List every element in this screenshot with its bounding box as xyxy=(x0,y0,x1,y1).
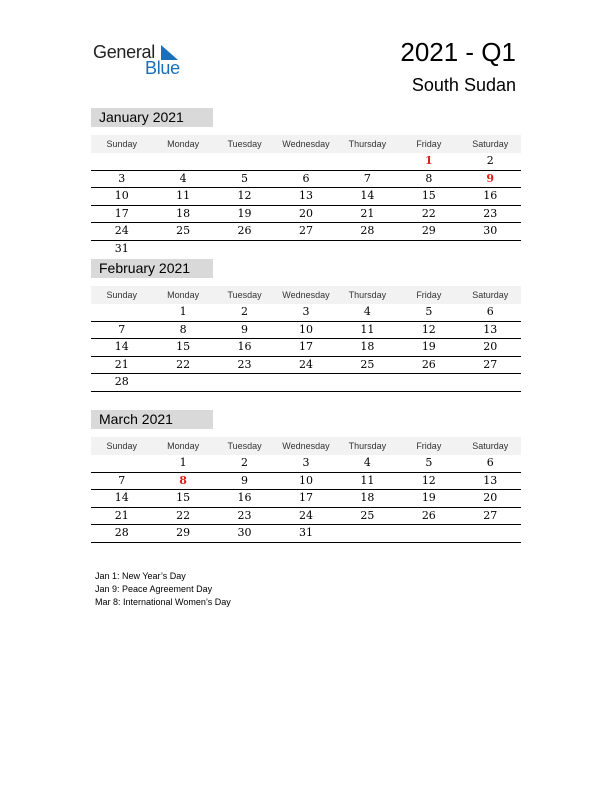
day-cell: 23 xyxy=(237,508,252,522)
weekday-label: Thursday xyxy=(348,441,387,451)
empty-day-cell xyxy=(398,525,459,542)
day-cell: 15 xyxy=(421,189,436,202)
week-row xyxy=(91,223,521,241)
day-cell: 17 xyxy=(298,340,313,353)
weekday-label: Tuesday xyxy=(227,441,262,451)
month-january xyxy=(91,108,521,257)
empty-day-cell xyxy=(91,304,152,321)
week-row xyxy=(91,304,521,322)
day-cell: 8 xyxy=(425,171,433,185)
day-cell: 9 xyxy=(241,473,249,487)
day-cell: 3 xyxy=(302,456,310,469)
day-cell: 2 xyxy=(241,456,249,469)
day-cell: 26 xyxy=(421,357,436,371)
day-cell: 11 xyxy=(176,189,191,202)
holiday-note: Jan 9: Peace Agreement Day xyxy=(95,584,213,594)
day-cell: 7 xyxy=(118,322,126,336)
empty-day-cell xyxy=(91,153,152,170)
empty-day-cell xyxy=(214,153,275,170)
empty-day-cell xyxy=(214,241,275,258)
day-cell: 20 xyxy=(483,491,498,504)
day-cell: 26 xyxy=(421,508,436,522)
weekday-label: Friday xyxy=(416,441,442,451)
empty-day-cell xyxy=(275,153,336,170)
weekday-label: Monday xyxy=(167,290,200,300)
day-cell: 31 xyxy=(298,526,313,539)
day-cell: 5 xyxy=(241,171,249,185)
day-cell: 19 xyxy=(421,491,436,504)
empty-day-cell xyxy=(275,374,336,391)
day-cell: 18 xyxy=(176,206,191,220)
day-cell: 30 xyxy=(237,526,252,539)
day-cell: 16 xyxy=(237,491,252,504)
holiday-note: Jan 1: New Year’s Day xyxy=(95,571,186,581)
empty-day-cell xyxy=(337,374,398,391)
month-title: January 2021 xyxy=(91,108,213,127)
page-title: 2021 - Q1 xyxy=(400,37,516,67)
day-cell: 16 xyxy=(237,340,252,353)
weekday-label: Sunday xyxy=(106,290,137,300)
day-cell: 27 xyxy=(483,357,498,371)
day-cell: 25 xyxy=(176,224,191,237)
day-cell: 12 xyxy=(237,189,252,202)
week-row xyxy=(91,153,521,171)
day-cell: 19 xyxy=(237,206,252,220)
day-cell: 27 xyxy=(298,224,313,237)
weekday-label: Saturday xyxy=(472,441,509,451)
day-cell: 24 xyxy=(298,508,313,522)
weekday-label: Thursday xyxy=(348,139,387,149)
week-row xyxy=(91,357,521,375)
day-cell: 2 xyxy=(486,154,494,167)
holiday-note: Mar 8: International Women’s Day xyxy=(95,597,231,607)
empty-day-cell xyxy=(460,374,521,391)
weekday-label: Tuesday xyxy=(227,139,262,149)
day-cell: 17 xyxy=(298,491,313,504)
day-cell: 19 xyxy=(421,340,436,353)
day-cell: 21 xyxy=(114,357,129,371)
day-cell: 23 xyxy=(483,206,498,220)
weekday-header-row xyxy=(91,437,521,455)
day-cell: 13 xyxy=(483,322,498,336)
month-title: February 2021 xyxy=(91,259,213,278)
day-cell: 22 xyxy=(421,206,436,220)
month-february xyxy=(91,259,521,392)
logo xyxy=(93,42,193,78)
empty-day-cell xyxy=(337,525,398,542)
weekday-label: Wednesday xyxy=(282,290,330,300)
day-cell: 15 xyxy=(176,491,191,504)
weekday-label: Sunday xyxy=(106,139,137,149)
day-cell: 10 xyxy=(298,473,313,487)
week-row xyxy=(91,455,521,473)
day-cell: 7 xyxy=(363,171,371,185)
day-cell: 26 xyxy=(237,224,252,237)
day-cell: 28 xyxy=(360,224,375,237)
day-cell: 13 xyxy=(298,189,313,202)
day-cell: 1 xyxy=(179,456,187,469)
day-cell: 10 xyxy=(298,322,313,336)
week-row xyxy=(91,490,521,508)
day-cell: 27 xyxy=(483,508,498,522)
day-cell: 6 xyxy=(486,305,494,318)
day-cell: 28 xyxy=(114,526,129,539)
week-row xyxy=(91,374,521,392)
day-cell: 5 xyxy=(425,305,433,318)
day-cell: 21 xyxy=(360,206,375,220)
logo-blue-text: Blue xyxy=(145,58,180,78)
weekday-label: Tuesday xyxy=(227,290,262,300)
day-cell: 4 xyxy=(179,171,187,185)
weekday-label: Friday xyxy=(416,139,442,149)
week-row xyxy=(91,525,521,543)
day-cell: 16 xyxy=(483,189,498,202)
empty-day-cell xyxy=(460,525,521,542)
week-row xyxy=(91,322,521,340)
day-cell: 11 xyxy=(360,322,375,336)
logo-general-text: General xyxy=(93,42,155,62)
empty-day-cell xyxy=(460,241,521,258)
week-row xyxy=(91,171,521,189)
day-cell: 28 xyxy=(114,375,129,388)
day-cell: 29 xyxy=(176,526,191,539)
day-cell: 21 xyxy=(114,508,129,522)
empty-day-cell xyxy=(152,374,213,391)
day-cell: 5 xyxy=(425,456,433,469)
empty-day-cell xyxy=(91,455,152,472)
weekday-label: Monday xyxy=(167,139,200,149)
day-cell: 14 xyxy=(360,189,375,202)
day-cell: 3 xyxy=(302,305,310,318)
day-cell: 15 xyxy=(176,340,191,353)
day-cell: 22 xyxy=(176,508,191,522)
day-cell: 6 xyxy=(486,456,494,469)
empty-day-cell xyxy=(214,374,275,391)
holiday-notes xyxy=(95,570,231,609)
day-cell: 1 xyxy=(179,305,187,318)
day-cell: 24 xyxy=(298,357,313,371)
day-cell: 25 xyxy=(360,508,375,522)
day-cell: 2 xyxy=(241,305,249,318)
empty-day-cell xyxy=(337,241,398,258)
day-cell: 13 xyxy=(483,473,498,487)
day-cell: 7 xyxy=(118,473,126,487)
day-cell: 25 xyxy=(360,357,375,371)
weekday-label: Saturday xyxy=(472,139,509,149)
weekday-label: Wednesday xyxy=(282,139,330,149)
day-cell: 8 xyxy=(179,473,187,487)
empty-day-cell xyxy=(337,153,398,170)
day-cell: 8 xyxy=(179,322,187,336)
day-cell: 22 xyxy=(176,357,191,371)
country-name: South Sudan xyxy=(411,75,516,95)
week-row xyxy=(91,473,521,491)
day-cell: 10 xyxy=(114,189,129,202)
day-cell: 14 xyxy=(114,340,129,353)
weekday-label: Saturday xyxy=(472,290,509,300)
week-row xyxy=(91,188,521,206)
weekday-label: Sunday xyxy=(106,441,137,451)
week-row xyxy=(91,241,521,258)
day-cell: 14 xyxy=(114,491,129,504)
day-cell: 30 xyxy=(483,224,498,237)
month-title: March 2021 xyxy=(91,410,213,429)
day-cell: 20 xyxy=(298,206,313,220)
day-cell: 9 xyxy=(241,322,249,336)
week-row xyxy=(91,339,521,357)
day-cell: 20 xyxy=(483,340,498,353)
day-cell: 18 xyxy=(360,340,375,353)
weekday-label: Monday xyxy=(167,441,200,451)
day-cell: 18 xyxy=(360,491,375,504)
day-cell: 29 xyxy=(421,224,436,237)
weekday-header-row xyxy=(91,135,521,153)
empty-day-cell xyxy=(275,241,336,258)
week-row xyxy=(91,508,521,526)
day-cell: 6 xyxy=(302,171,310,185)
weekday-label: Wednesday xyxy=(282,441,330,451)
weekday-label: Friday xyxy=(416,290,442,300)
weekday-header-row xyxy=(91,286,521,304)
empty-day-cell xyxy=(152,153,213,170)
week-row xyxy=(91,206,521,224)
day-cell: 1 xyxy=(424,154,433,167)
day-cell: 4 xyxy=(363,456,371,469)
day-cell: 9 xyxy=(486,171,495,185)
day-cell: 12 xyxy=(421,322,436,336)
day-cell: 11 xyxy=(360,473,375,487)
empty-day-cell xyxy=(152,241,213,258)
day-cell: 17 xyxy=(114,206,129,220)
weekday-label: Thursday xyxy=(348,290,387,300)
day-cell: 3 xyxy=(118,171,126,185)
empty-day-cell xyxy=(398,374,459,391)
month-march xyxy=(91,410,521,543)
empty-day-cell xyxy=(398,241,459,258)
day-cell: 23 xyxy=(237,357,252,371)
day-cell: 12 xyxy=(421,473,436,487)
day-cell: 4 xyxy=(363,305,371,318)
day-cell: 24 xyxy=(114,224,129,237)
day-cell: 31 xyxy=(114,241,129,255)
